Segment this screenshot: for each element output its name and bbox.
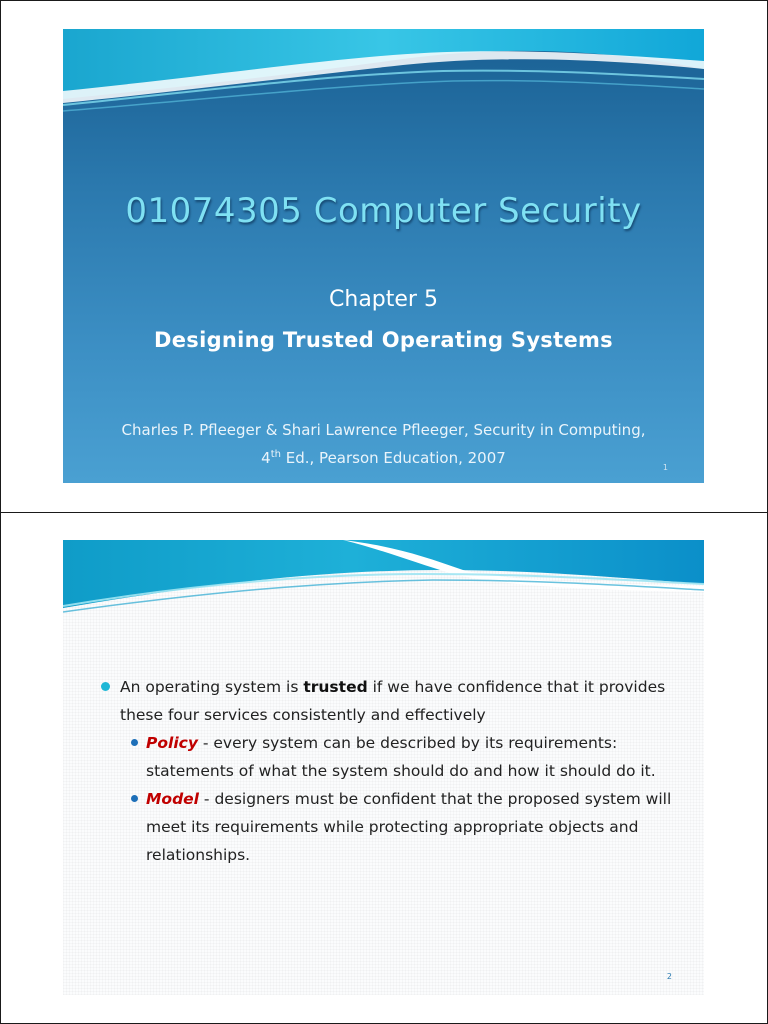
sub-bullet-text: - designers must be confident that the proposed system will meet its requirements while protecting appropriate objects and relationships. <box>146 790 672 864</box>
list-item <box>101 729 681 785</box>
slide-number: 2 <box>666 972 672 981</box>
slide-number: 1 <box>662 463 668 472</box>
chapter-label: Chapter 5 <box>329 287 438 312</box>
bullet-icon <box>101 682 110 691</box>
credit-line-2-rest: Ed., Pearson Education, 2007 <box>280 449 506 467</box>
wave-header-graphic <box>63 29 704 139</box>
bullet-bold-word: trusted <box>303 678 368 696</box>
sub-bullet-icon <box>131 739 138 746</box>
bullet-text-after: if we have confidence that it provides these four services consistently and effectively <box>120 678 666 724</box>
edition-superscript: th <box>270 449 281 460</box>
slide-title: 01074305 Computer Security <box>125 191 642 231</box>
wave-header-graphic <box>63 540 704 615</box>
credit-line-2 <box>63 449 704 467</box>
credit-line-1: Charles P. Pfleeger & Shari Lawrence Pfleeger, Security in Computing, <box>121 421 646 439</box>
bullet-text-before: An operating system is <box>120 678 304 696</box>
edition-number: 4 <box>261 449 271 467</box>
sub-bullet-keyword: Model <box>146 790 199 808</box>
slide-1 <box>63 29 704 483</box>
slide-2 <box>63 540 704 995</box>
sub-bullet-icon <box>131 795 138 802</box>
sub-bullet-keyword: Policy <box>146 734 198 752</box>
sub-bullet-text: - every system can be described by its requirements: statements of what the system should do and how it should do it. <box>146 734 656 780</box>
slide-subtitle: Designing Trusted Operating Systems <box>154 328 613 352</box>
slide-body <box>101 673 681 869</box>
list-item <box>101 785 681 869</box>
list-item <box>101 673 681 729</box>
